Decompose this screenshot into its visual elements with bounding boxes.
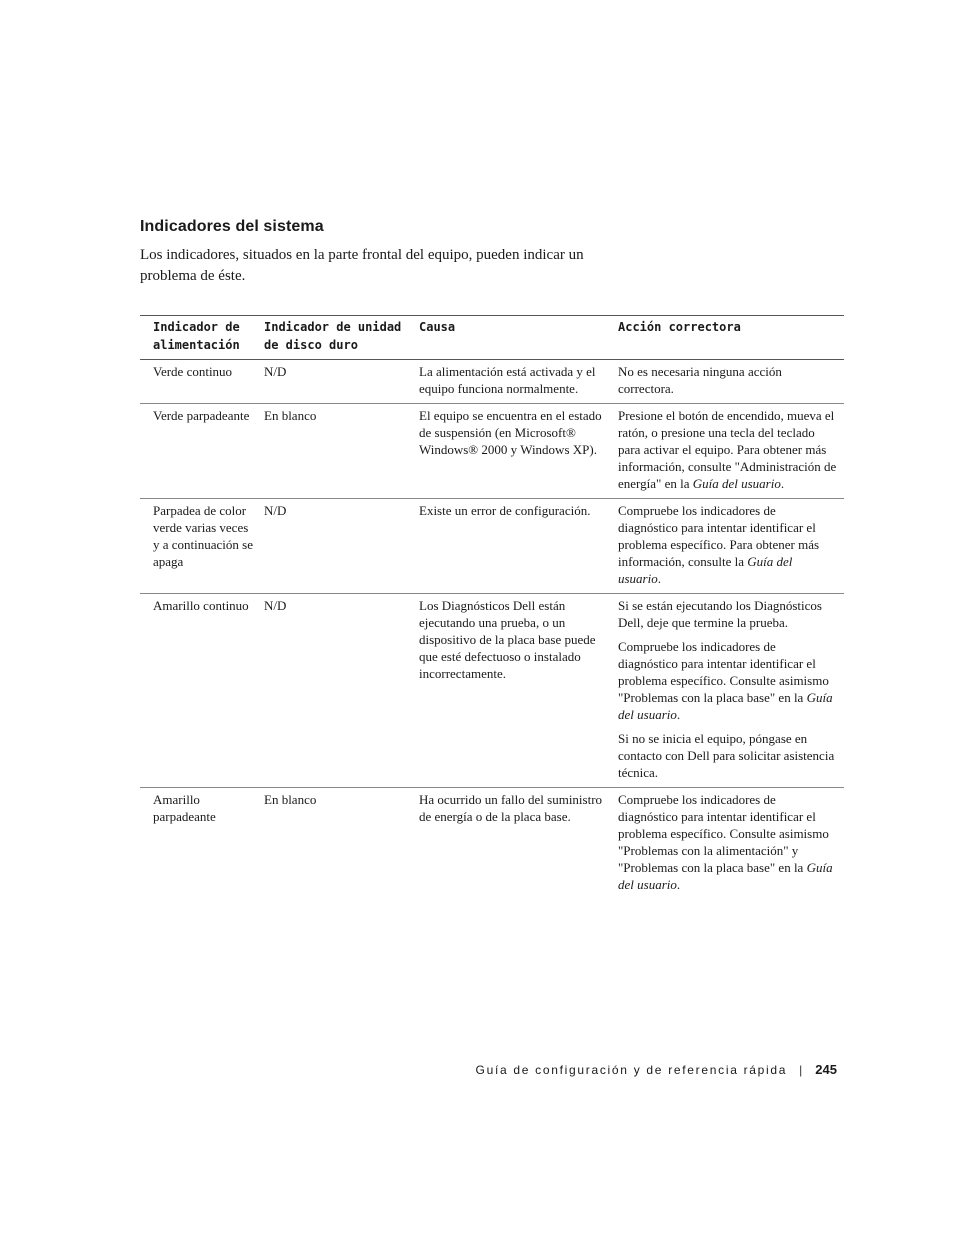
corrective-action-paragraph (618, 363, 838, 397)
table-row (140, 499, 844, 594)
action-text: No es necesaria ninguna acción correctora. (618, 364, 782, 396)
corrective-action-paragraph (618, 730, 838, 781)
corrective-action-paragraph (618, 502, 838, 587)
table-row (140, 360, 844, 404)
hdd-indicator-cell: N/D (264, 503, 287, 518)
power-indicator-cell: Verde parpadeante (153, 408, 250, 423)
system-indicators-table (140, 315, 844, 899)
user-guide-reference: Guía del usuario (618, 554, 793, 586)
user-guide-reference: Guía del usuario (618, 860, 833, 892)
cause-cell: Ha ocurrido un fallo del suministro de energía o de la placa base. (419, 792, 603, 824)
action-text: Compruebe los indicadores de diagnóstico para intentar identificar el problema específico. Para obtener más información, consulte la (618, 503, 820, 569)
action-text: Si no se inicia el equipo, póngase en contacto con Dell para solicitar asistencia técnica. (618, 731, 835, 780)
table-row (140, 788, 844, 900)
hdd-indicator-cell: En blanco (264, 408, 317, 423)
header-hdd-indicator: Indicador de unidad de disco duro (264, 320, 402, 352)
corrective-action-cell (618, 360, 844, 404)
action-text-end: . (676, 707, 681, 722)
table-row (140, 404, 844, 499)
cause-cell: Existe un error de configuración. (419, 503, 591, 518)
corrective-action-cell (618, 788, 844, 900)
action-text-end: . (657, 571, 661, 586)
action-text-end: . (780, 476, 785, 491)
corrective-action-paragraph (618, 791, 838, 893)
footer-separator: | (799, 1062, 803, 1077)
user-guide-reference: Guía del usuario (692, 476, 781, 491)
corrective-action-paragraph (618, 638, 838, 723)
hdd-indicator-cell: N/D (264, 364, 287, 379)
hdd-indicator-cell: En blanco (264, 792, 317, 807)
action-text: Compruebe los indicadores de diagnóstico para intentar identificar el problema específico. Consulte asimismo "Problemas con la placa base" en la (618, 639, 829, 705)
header-cause: Causa (419, 320, 456, 334)
cause-cell: Los Diagnósticos Dell están ejecutando una prueba, o un dispositivo de la placa base puede que esté defectuoso o instalado incorrectamente. (419, 598, 596, 681)
power-indicator-cell: Verde continuo (153, 364, 233, 379)
page-number: 245 (815, 1062, 837, 1077)
power-indicator-cell: Amarillo parpadeante (153, 792, 216, 824)
corrective-action-cell (618, 594, 844, 788)
power-indicator-cell: Parpadea de color verde varias veces y a continuación se apaga (153, 503, 253, 569)
corrective-action-cell (618, 499, 844, 594)
action-text: Compruebe los indicadores de diagnóstico para intentar identificar el problema específico. Consulte asimismo "Problemas con la alimentación" y "Problemas con la placa base" en la (618, 792, 829, 875)
hdd-indicator-cell: N/D (264, 598, 287, 613)
table-row (140, 594, 844, 788)
cause-cell: La alimentación está activada y el equipo funciona normalmente. (419, 364, 596, 396)
action-text: Presione el botón de encendido, mueva el ratón, o presione una tecla del teclado para activar el equipo. Para obtener más información, consulte "Administración de energía" en la (618, 408, 837, 491)
corrective-action-cell (618, 404, 844, 499)
action-text-end: . (676, 877, 681, 892)
table-header (140, 316, 844, 360)
footer-title: Guía de configuración y de referencia rápida (475, 1062, 788, 1077)
section-title: Indicadores del sistema (140, 218, 324, 235)
user-guide-reference: Guía del usuario (618, 690, 833, 722)
header-corrective-action: Acción correctora (618, 320, 741, 334)
intro-paragraph: Los indicadores, situados en la parte frontal del equipo, pueden indicar un problema de éste. (140, 247, 584, 284)
corrective-action-paragraph (618, 597, 838, 631)
action-text: Si se están ejecutando los Diagnósticos Dell, deje que termine la prueba. (618, 598, 822, 630)
table-header-row (140, 316, 844, 360)
corrective-action-paragraph (618, 407, 838, 492)
table-body (140, 360, 844, 900)
header-power-indicator: Indicador de alimentación (153, 320, 240, 352)
cause-cell: El equipo se encuentra en el estado de suspensión (en Microsoft® Windows® 2000 y Windows XP). (419, 408, 602, 457)
page-footer (476, 1062, 837, 1077)
power-indicator-cell: Amarillo continuo (153, 598, 249, 613)
